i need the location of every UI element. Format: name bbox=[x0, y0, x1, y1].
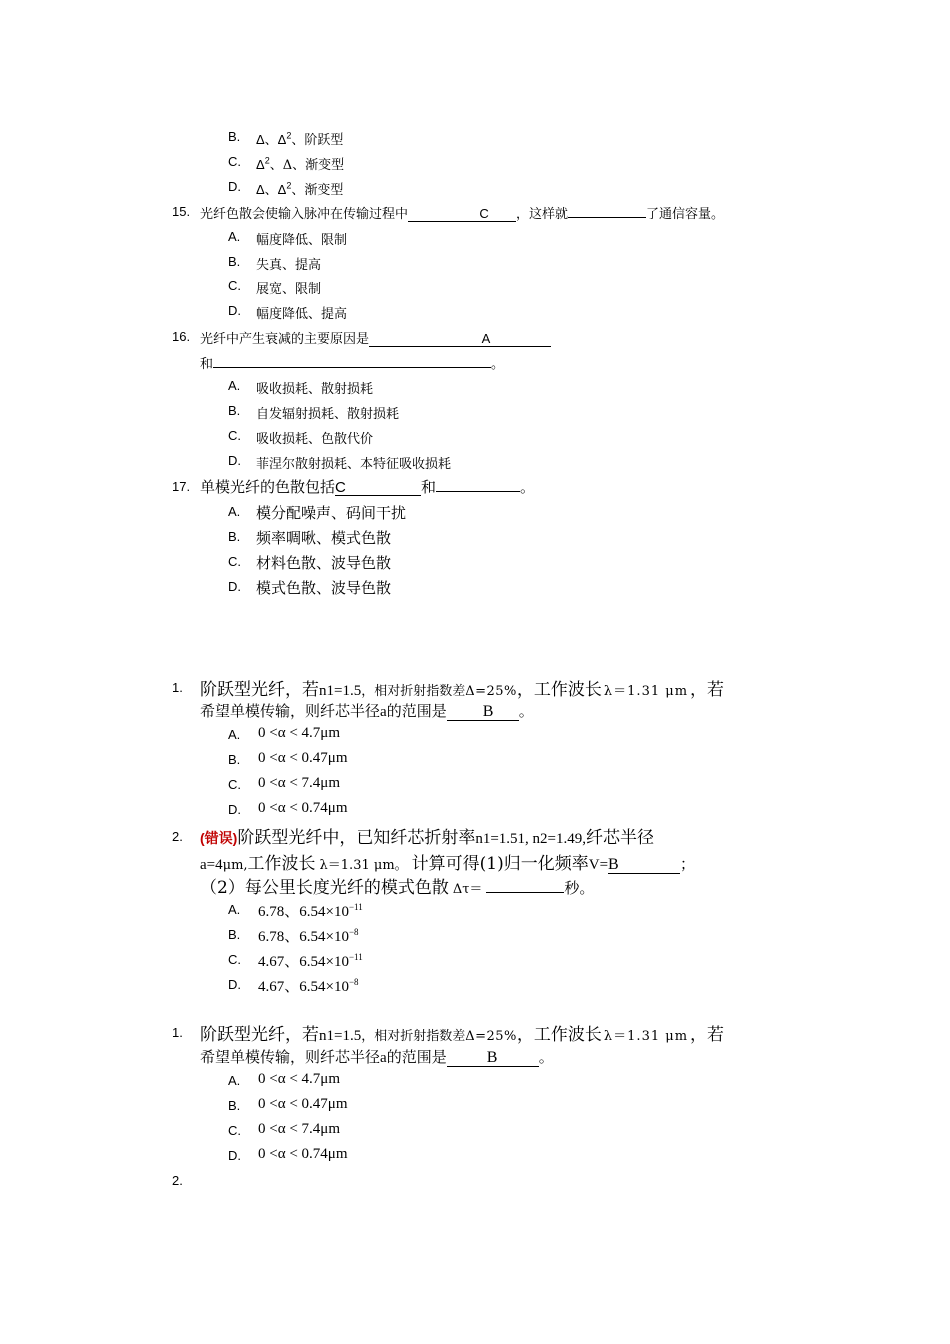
question-stem: (错误)阶跃型光纤中，已知纤芯折射率n1=1.51, n2=1.49,纤芯半径 bbox=[200, 828, 654, 848]
question-stem: 阶跃型光纤，若n1=1.5，相对折射指数差Δ=25%，工作波长 λ＝1.31 μm ，若 bbox=[200, 680, 725, 700]
question-stem: 阶跃型光纤，若n1=1.5，相对折射指数差Δ=25%，工作波长 λ＝1.31 μm ，若 bbox=[200, 1025, 725, 1045]
answer-blank: A bbox=[369, 332, 551, 347]
blank bbox=[486, 876, 564, 893]
answer-blank: B bbox=[447, 1050, 539, 1067]
document-page: B. Δ、$\Delta^2$、阶跃型 C. $\Delta^2$、Δ、渐变型 D. Δ、$\Delta^2$、渐变型 15. 光纤色散会使输入脉冲在传输过程中 C ，这样就 了通信容量。 A. 幅度降低、限制 B. 失真、提高 C. 展宽、限制 D. 幅度降低、提高 16. 光纤中产生衰减的主要原因是 A 和 。 A. 吸收损耗、散射损耗 B. 自发辐射损耗、散射损耗 C. 吸收损耗、色散代价 D. 菲涅尔散射损耗、本特征吸收损耗 17. 单模光纤的色散包括C 和 。 A. 模分配噪声、码间干扰 B. 频率啁啾、模式色散 C. 材料色散、波导色散 D. 模式色散、波导色散 1. 阶跃型光纤，若n1=1.5，相对折射指数差Δ=25%，工作波长 λ＝1.31 μm ，若 希望单模传输，则纤芯半径a的范围是 B 。 A. 0 <α < 4.7μm B. 0 <α < 0.47μm C. 0 <α < 7.4μm D. 0 <α < 0.74μm 2. (错误)阶跃型光纤中，已知纤芯折射率n1=1.51, n2=1.49,纤芯半径 a=4μm,工作波长 λ＝1.31 μm。 计算可得(1)归一化频率V=B ； （2）每公里长度光纤的模式色散 Δτ＝ 秒。 A. 6.78、$6.54\times 10^{-11}$ B. 6.78、$6.54\times 10^{-8}$ C. 4.67、$6.54\times 10^{-11}$ D. 4.67、$6.54\times 10^{-8}$ 1. 阶跃型光纤，若n1=1.5，相对折射指数差Δ=25%，工作波长 λ＝1.31 μm ，若 希望单模传输，则纤芯半径a的范围是 B 。 A. 0 <α < 4.7μm B. 0 <α < 0.47μm C. 0 <α < 7.4μm D. 0 <α < 0.74μm 2. bbox=[172, 129, 725, 1188]
question-number: 17. bbox=[172, 479, 191, 494]
answer-blank: B bbox=[608, 857, 680, 874]
blank bbox=[213, 353, 491, 368]
answer-blank: C bbox=[408, 207, 516, 222]
question-stem-line2: 希望单模传输，则纤芯半径a的范围是 B 。 bbox=[200, 1049, 554, 1066]
answer-blank: C bbox=[335, 481, 421, 496]
question-stem-line2: a=4μm,工作波长 λ＝1.31 μm。 计算可得(1)归一化频率V=B ； bbox=[200, 854, 696, 874]
question-stem-line3: （2）每公里长度光纤的模式色散 Δτ＝ 秒。 bbox=[200, 878, 595, 898]
question-number: 2. bbox=[172, 1173, 183, 1188]
error-marker: (错误) bbox=[200, 830, 238, 846]
question-stem-line2: 和 。 bbox=[200, 353, 504, 373]
question-number: 15. bbox=[172, 204, 191, 219]
blank bbox=[568, 203, 646, 218]
question-number: 16. bbox=[172, 329, 191, 344]
question-stem: 单模光纤的色散包括C 和 。 bbox=[200, 479, 536, 496]
answer-blank: B bbox=[447, 704, 519, 721]
question-number: 1. bbox=[172, 680, 183, 695]
question-number: 1. bbox=[172, 1025, 183, 1040]
blank bbox=[436, 477, 520, 492]
question-stem: 光纤色散会使输入脉冲在传输过程中 C ，这样就 了通信容量。 bbox=[200, 203, 724, 223]
question-stem-line2: 希望单模传输，则纤芯半径a的范围是 B 。 bbox=[200, 703, 534, 720]
question-stem: 光纤中产生衰减的主要原因是 A bbox=[200, 328, 551, 348]
question-number: 2. bbox=[172, 829, 183, 844]
